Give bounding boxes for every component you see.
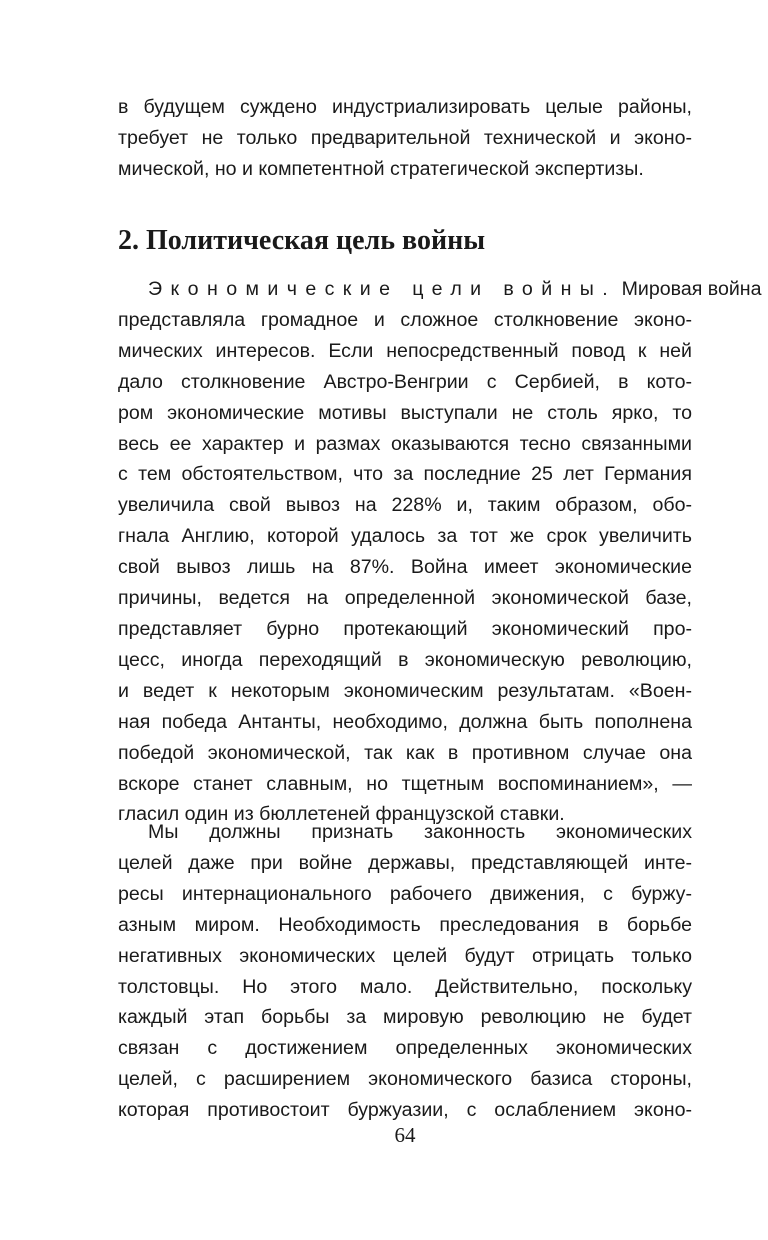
text-line: увеличила свой вывоз на 228% и, таким образом, обо-	[118, 494, 692, 517]
text-line: с тем обстоятельством, что за последние 25 лет Германия	[118, 463, 692, 486]
text-line: негативных экономических целей будут отрицать только	[118, 944, 692, 967]
text-line: весь ее характер и размах оказываются тесно связанными	[118, 432, 692, 455]
text-line: толстовцы. Но этого мало. Действительно, поскольку	[118, 975, 692, 998]
text-line: причины, ведется на определенной экономической базе,	[118, 587, 692, 610]
text-line: ром экономические мотивы выступали не столь ярко, то	[118, 401, 692, 424]
text-line: представляла громадное и сложное столкновение эконо-	[118, 308, 692, 331]
lead-continuation: Мировая война	[616, 278, 762, 300]
text-line: цесс, иногда переходящий в экономическую революцию,	[118, 648, 692, 671]
text-line: победой экономической, так как в противном случае она	[118, 741, 692, 764]
text-line: в будущем суждено индустриализировать целые районы,	[118, 96, 692, 118]
text-line: целей, с расширением экономического базиса стороны,	[118, 1068, 692, 1091]
text-line: которая противостоит буржуазии, с ослаблением эконо-	[118, 1099, 692, 1122]
text-line: дало столкновение Австро-Венгрии с Сербией, в кото-	[118, 370, 692, 393]
intro-paragraph	[118, 92, 692, 185]
text-line: представляет бурно протекающий экономический про-	[118, 617, 692, 640]
text-line: вскоре станет славным, но тщетным воспоминанием», —	[118, 772, 692, 795]
text-line: ная победа Антанты, необходимо, должна быть пополнена	[118, 710, 692, 733]
section-heading: 2. Политическая цель войны	[118, 225, 486, 256]
text-line: Мы должны признать законность экономических	[148, 821, 692, 843]
text-line: гласил один из бюллетеней французской ставки.	[118, 803, 565, 826]
text-line: мической, но и компетентной стратегической экспертизы.	[118, 157, 644, 180]
text-line: целей даже при войне державы, представляющей инте-	[118, 851, 692, 874]
text-line	[118, 274, 762, 305]
text-line: каждый этап борьбы за мировую революцию не будет	[118, 1006, 692, 1029]
page-number: 64	[394, 1123, 416, 1147]
text-line: гнала Англию, которой удалось за тот же срок увеличить	[118, 525, 692, 548]
text-line: требует не только предварительной технической и эконо-	[118, 126, 692, 149]
text-line: ресы интернационального рабочего движения, с буржу-	[118, 882, 692, 905]
paragraph-economic-goals	[118, 274, 762, 830]
paragraph-legitimacy	[118, 817, 692, 1126]
text-line: свой вывоз лишь на 87%. Война имеет экономические	[118, 556, 692, 579]
text-line: мических интересов. Если непосредственный повод к ней	[118, 339, 692, 362]
spaced-lead-phrase: Экономические цели войны.	[148, 278, 617, 300]
text-line: азным миром. Необходимость преследования в борьбе	[118, 913, 692, 936]
text-line: связан с достижением определенных экономических	[118, 1037, 692, 1060]
text-line: и ведет к некоторым экономическим результатам. «Воен-	[118, 679, 692, 702]
